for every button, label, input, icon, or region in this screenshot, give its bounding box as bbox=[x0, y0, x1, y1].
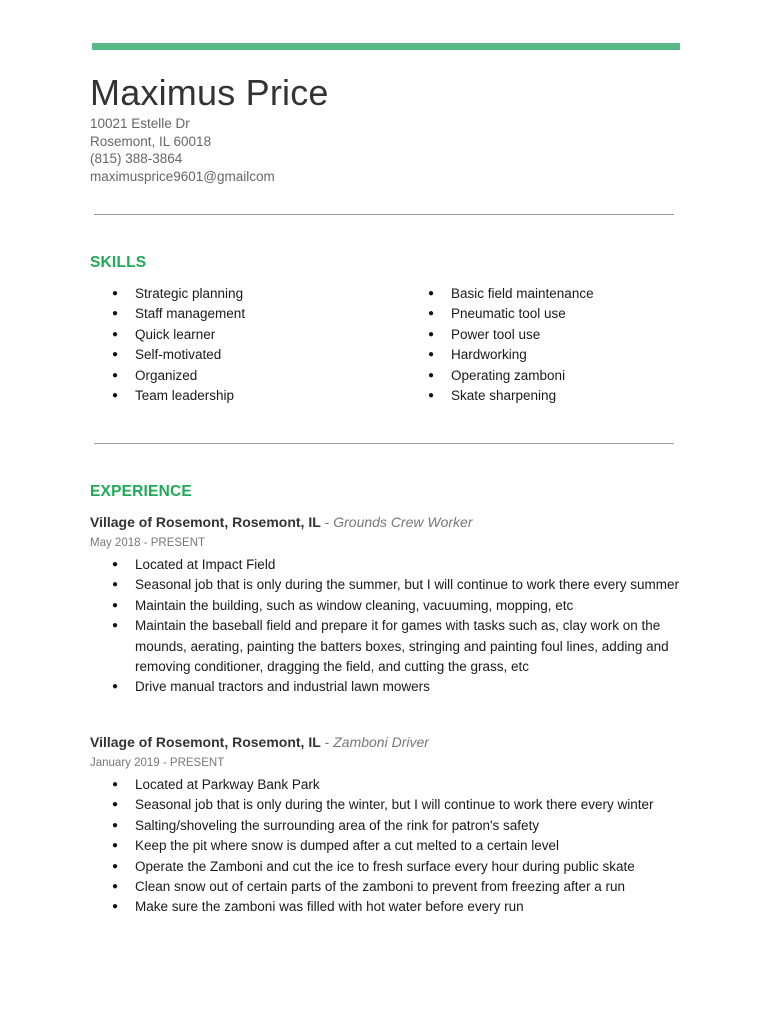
job-title-line bbox=[90, 734, 429, 750]
contact-block bbox=[90, 115, 275, 185]
skill-item: ● Staff management bbox=[90, 304, 410, 324]
duty-item: ● Located at Impact Field bbox=[90, 555, 690, 575]
duty-item: ● Clean snow out of certain parts of the zamboni to prevent from freezing after a run bbox=[90, 877, 690, 897]
job-separator: - bbox=[320, 514, 334, 530]
job-separator: - bbox=[320, 734, 334, 750]
skill-item: ● Organized bbox=[90, 366, 410, 386]
duty-item: ● Salting/shoveling the surrounding area of the rink for patron's safety bbox=[90, 816, 690, 836]
skills-heading: SKILLS bbox=[90, 254, 147, 271]
duty-item: ● Maintain the building, such as window cleaning, vacuuming, mopping, etc bbox=[90, 596, 690, 616]
job-company: Village of Rosemont, Rosemont, IL bbox=[90, 734, 321, 750]
job-role: Grounds Crew Worker bbox=[333, 514, 473, 530]
skill-item: ● Pneumatic tool use bbox=[406, 304, 706, 324]
divider bbox=[94, 214, 674, 215]
phone-number: (815) 388-3864 bbox=[90, 151, 183, 167]
skill-item: ● Self-motivated bbox=[90, 345, 410, 365]
job-dates: January 2019 - PRESENT bbox=[90, 757, 225, 769]
duty-item: ● Drive manual tractors and industrial lawn mowers bbox=[90, 677, 690, 697]
skill-item: ● Power tool use bbox=[406, 325, 706, 345]
skill-item: ● Hardworking bbox=[406, 345, 706, 365]
skill-item: ● Team leadership bbox=[90, 386, 410, 406]
experience-heading: EXPERIENCE bbox=[90, 483, 192, 500]
job-duties-list bbox=[90, 775, 690, 918]
duty-item: ● Seasonal job that is only during the summer, but I will continue to work there every summer bbox=[90, 575, 690, 595]
job-dates: May 2018 - PRESENT bbox=[90, 537, 206, 549]
address-line-1: 10021 Estelle Dr bbox=[90, 116, 190, 131]
duty-item: ● Keep the pit where snow is dumped after a cut melted to a certain level bbox=[90, 836, 690, 856]
email-address: maximusprice9601@gmailcom bbox=[90, 168, 275, 184]
job-company: Village of Rosemont, Rosemont, IL bbox=[90, 514, 321, 530]
divider bbox=[94, 443, 674, 444]
job-duties-list bbox=[90, 555, 690, 698]
skill-item: ● Strategic planning bbox=[90, 284, 410, 304]
job-role: Zamboni Driver bbox=[333, 734, 429, 750]
duty-item: ● Maintain the baseball field and prepare it for games with tasks such as, clay work on the mounds, aerating, painting the batters boxes, stringing and painting foul lines, adding and removing conditioner, dragging the field, and cutting the grass, etc bbox=[90, 616, 690, 677]
duty-item: ● Seasonal job that is only during the winter, but I will continue to work there every winter bbox=[90, 795, 690, 815]
skill-item: ● Skate sharpening bbox=[406, 386, 706, 406]
candidate-name: Maximus Price bbox=[90, 72, 329, 113]
skill-item: ● Basic field maintenance bbox=[406, 284, 706, 304]
address-line-2: Rosemont, IL 60018 bbox=[90, 133, 212, 149]
skill-item: ● Operating zamboni bbox=[406, 366, 706, 386]
accent-bar bbox=[92, 43, 680, 50]
skill-item: ● Quick learner bbox=[90, 325, 410, 345]
duty-item: ● Make sure the zamboni was filled with hot water before every run bbox=[90, 897, 690, 917]
skills-list-left bbox=[90, 284, 410, 406]
job-title-line bbox=[90, 514, 473, 530]
duty-item: ● Located at Parkway Bank Park bbox=[90, 775, 690, 795]
duty-item: ● Operate the Zamboni and cut the ice to fresh surface every hour during public skate bbox=[90, 857, 690, 877]
skills-list-right bbox=[406, 284, 706, 406]
